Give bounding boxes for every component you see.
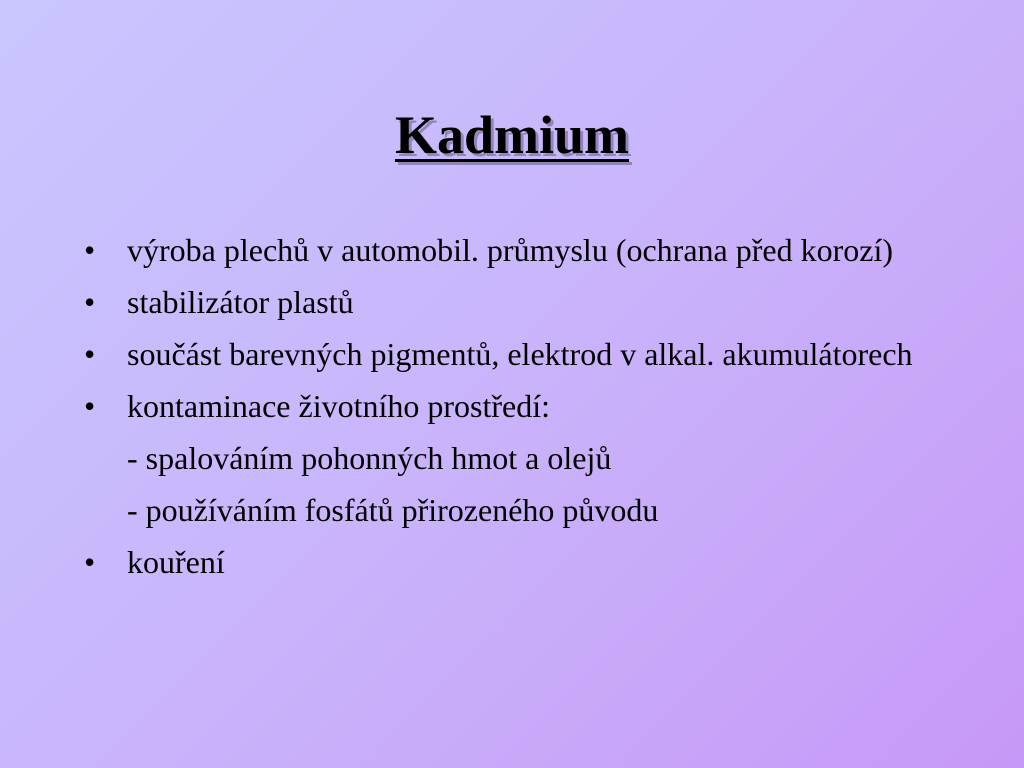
- list-item: [82, 540, 962, 584]
- list-item: [82, 384, 962, 428]
- list-item-text: výroba plechů v automobil. průmyslu (ochrana před korozí): [127, 232, 893, 268]
- bullet-list: [82, 228, 962, 592]
- bullet-icon: •: [84, 336, 96, 372]
- list-item-text: stabilizátor plastů: [127, 284, 354, 320]
- sub-list-item: [82, 488, 962, 532]
- list-item: [82, 332, 962, 376]
- bullet-icon: •: [84, 232, 96, 268]
- slide-title: Kadmium: [394, 105, 630, 165]
- bullet-icon: •: [84, 284, 96, 320]
- list-item: [82, 280, 962, 324]
- list-item: [82, 228, 962, 272]
- list-item-text: kontaminace životního prostředí:: [127, 388, 550, 424]
- list-item-text: kouření: [127, 544, 225, 580]
- list-item-text: součást barevných pigmentů, elektrod v alkal. akumulátorech: [127, 336, 913, 372]
- bullet-icon: •: [84, 388, 96, 424]
- sub-list-item-text: - spalováním pohonných hmot a olejů: [127, 440, 612, 476]
- bullet-icon: •: [84, 544, 96, 580]
- sub-list-item-text: - používáním fosfátů přirozeného původu: [127, 492, 659, 528]
- sub-list-item: [82, 436, 962, 480]
